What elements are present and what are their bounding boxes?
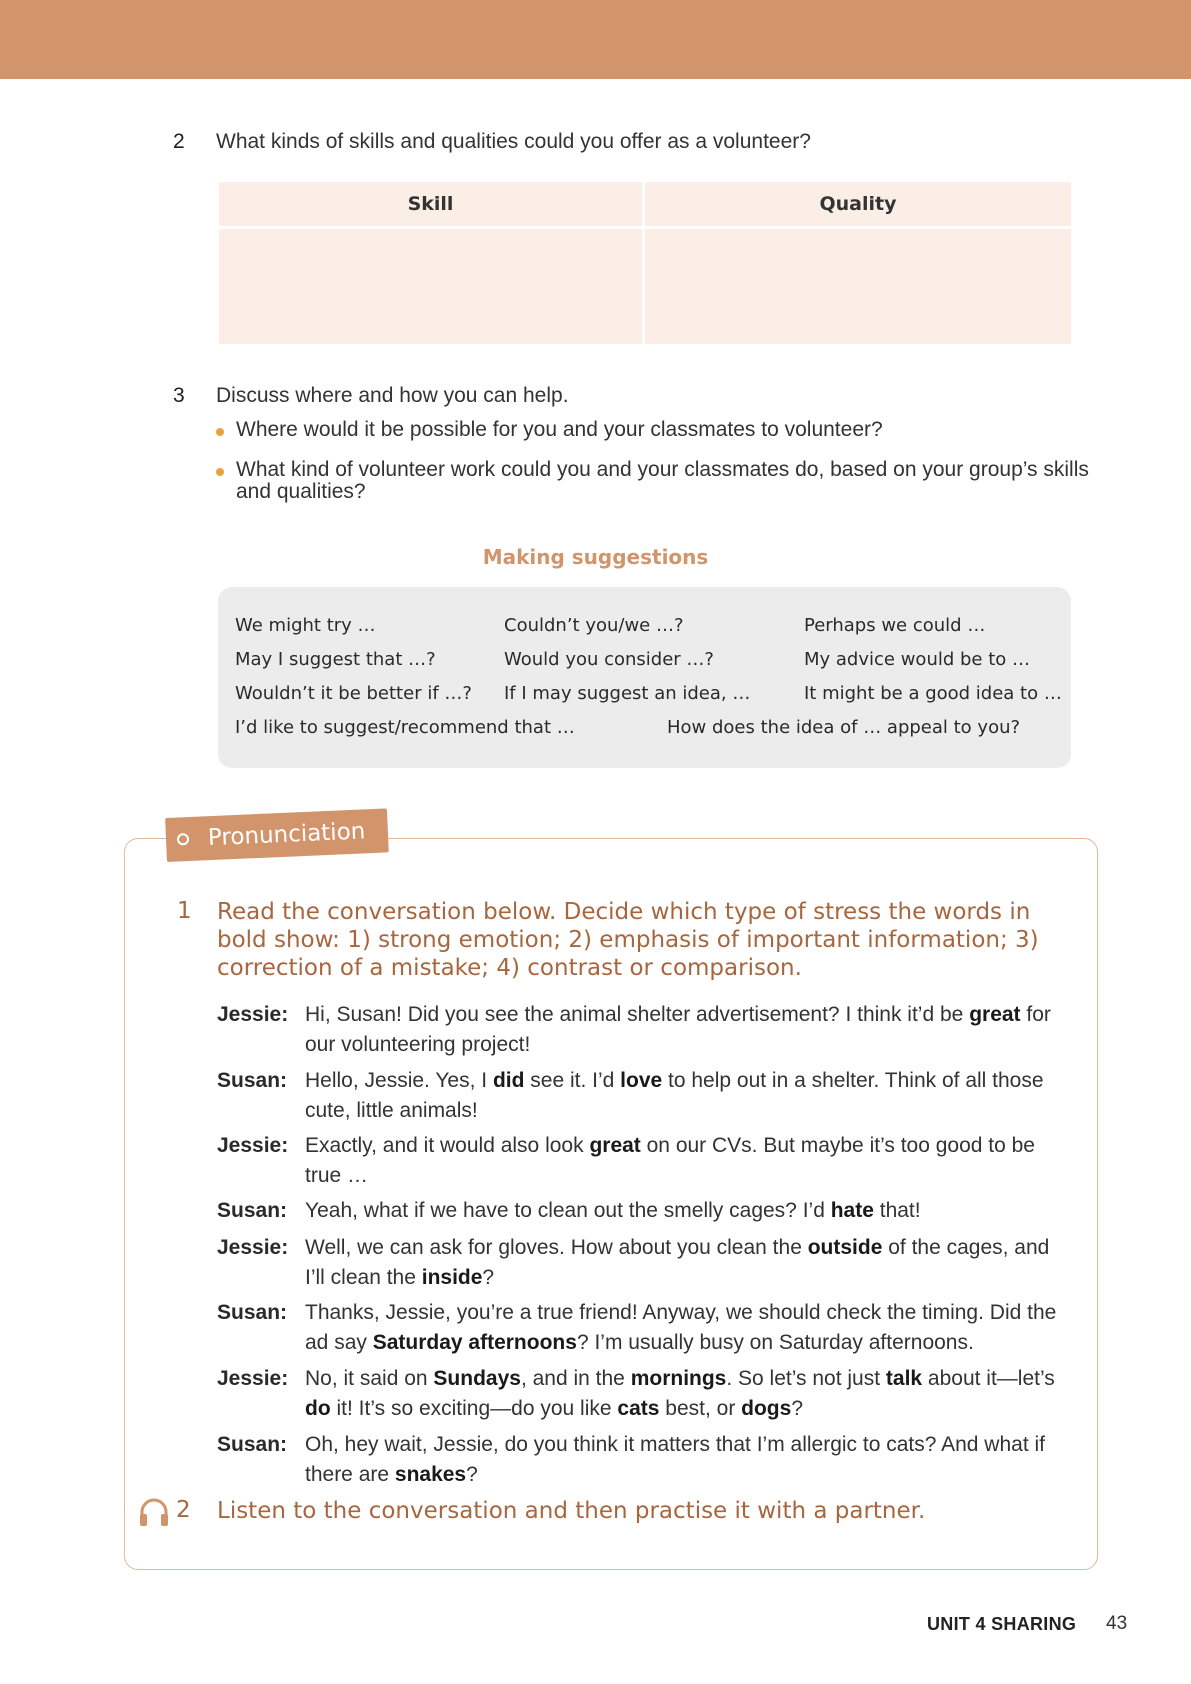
suggestions-phrase-box (218, 587, 1071, 768)
speech-text (305, 1066, 1073, 1126)
speech-fragment: Yeah, what if we have to clean out the smelly cages? I’d (305, 1199, 831, 1222)
quality-answer-cell[interactable] (645, 229, 1071, 344)
stressed-word: great (589, 1134, 641, 1157)
speech-fragment: Hi, Susan! Did you see the animal shelter advertisement? I think it’d be (305, 1003, 970, 1026)
speech-fragment: Oh, hey wait, Jessie, do you think it matters that I’m allergic to cats? And what if there are (305, 1433, 1046, 1486)
suggestion-phrase: My advice would be to … (804, 649, 1031, 670)
speech-text (305, 1430, 1073, 1490)
speaker-name: Susan: (217, 1433, 288, 1456)
stressed-word: outside (807, 1236, 883, 1259)
suggestion-phrase: We might try … (235, 615, 376, 636)
speech-fragment: Hello, Jessie. Yes, I (305, 1069, 493, 1092)
question-3-number: 3 (173, 384, 185, 407)
speech-text (305, 1196, 1073, 1226)
dialogue-line (217, 1000, 1073, 1060)
suggestion-phrase: If I may suggest an idea, … (504, 683, 751, 704)
skill-answer-cell[interactable] (219, 229, 642, 344)
speaker-name: Jessie: (217, 1236, 289, 1259)
task-1-instructions: Read the conversation below. Decide which type of stress the words in bold show: 1) strong emotion; 2) emphasis of important information; 3) correction of a mistake; 4) contrast or comparison. (217, 899, 1039, 981)
dialogue-line (217, 1364, 1073, 1424)
stressed-word: inside (421, 1266, 483, 1289)
speech-fragment: . So let’s not just (726, 1367, 886, 1390)
speech-fragment: for our volunteering project! (305, 1003, 1051, 1056)
bullet-dot-icon (216, 428, 224, 436)
question-3-text: Discuss where and how you can help. (216, 384, 569, 407)
page-number: 43 (1106, 1613, 1128, 1634)
dialogue-line (217, 1196, 1073, 1226)
suggestion-phrase: I’d like to suggest/recommend that … (235, 717, 575, 738)
speech-fragment: , and in the (520, 1367, 631, 1390)
task-1-number: 1 (177, 898, 192, 924)
dialogue-line (217, 1430, 1073, 1490)
skill-header: Skill (219, 182, 642, 226)
speaker-name: Jessie: (217, 1134, 289, 1157)
speech-text (305, 1233, 1073, 1293)
dialogue-line (217, 1233, 1073, 1293)
task-2-number: 2 (176, 1497, 191, 1523)
speech-fragment: to help out in a shelter. Think of all those cute, little animals! (305, 1069, 1044, 1122)
suggestion-phrase: Wouldn’t it be better if …? (235, 683, 472, 704)
speaker-name: Jessie: (217, 1003, 289, 1026)
dialogue-line (217, 1131, 1073, 1191)
suggestion-phrase: Perhaps we could … (804, 615, 986, 636)
task-2-instructions: Listen to the conversation and then practise it with a partner. (217, 1498, 926, 1524)
suggestion-phrase: Couldn’t you/we …? (504, 615, 684, 636)
stressed-word: love (620, 1069, 663, 1092)
stressed-word: Saturday afternoons (372, 1331, 577, 1354)
speech-fragment: ? (466, 1463, 478, 1486)
stressed-word: talk (885, 1367, 923, 1390)
question-3-bullet: Where would it be possible for you and your classmates to volunteer? (216, 419, 1094, 441)
dialogue-line (217, 1066, 1073, 1126)
speech-fragment: ? I’m usually busy on Saturday afternoons. (576, 1331, 974, 1354)
stressed-word: Sundays (433, 1367, 521, 1390)
stressed-word: great (969, 1003, 1021, 1026)
pronunciation-label: Pronunciation (207, 818, 366, 852)
circle-icon (177, 833, 190, 846)
suggestion-phrase: It might be a good idea to … (804, 683, 1062, 704)
speech-fragment: about it—let’s (922, 1367, 1055, 1390)
quality-header: Quality (645, 182, 1071, 226)
speech-text (305, 1000, 1073, 1060)
speech-fragment: that! (873, 1199, 921, 1222)
speech-fragment: best, or (659, 1397, 742, 1420)
bullet-dot-icon (216, 468, 224, 476)
stressed-word: dogs (741, 1397, 792, 1420)
speech-fragment: Exactly, and it would also look (305, 1134, 590, 1157)
question-3-bullet: What kind of volunteer work could you and your classmates do, based on your group’s skills and qualities? (216, 459, 1094, 503)
speech-text (305, 1364, 1073, 1424)
speaker-name: Susan: (217, 1069, 288, 1092)
suggestion-phrase: Would you consider …? (504, 649, 714, 670)
header-band (0, 0, 1191, 79)
skills-qualities-table (219, 182, 1071, 344)
speech-text (305, 1131, 1073, 1191)
speech-fragment: Well, we can ask for gloves. How about you clean the (305, 1236, 808, 1259)
speech-fragment: Thanks, Jessie, you’re a true friend! Anyway, we should check the timing. Did the ad say (305, 1301, 1057, 1354)
headphones-icon[interactable] (138, 1497, 170, 1527)
stressed-word: mornings (630, 1367, 727, 1390)
question-2-number: 2 (173, 130, 185, 153)
speech-fragment: No, it said on (305, 1367, 434, 1390)
stressed-word: hate (830, 1199, 874, 1222)
speech-fragment: see it. I’d (524, 1069, 621, 1092)
speaker-name: Susan: (217, 1301, 288, 1324)
stressed-word: snakes (394, 1463, 467, 1486)
stressed-word: do (305, 1397, 331, 1420)
speech-text (305, 1298, 1073, 1358)
stressed-word: cats (617, 1397, 660, 1420)
speech-fragment: ? (482, 1266, 495, 1289)
footer-unit-title: UNIT 4 SHARING (927, 1614, 1077, 1634)
dialogue-line (217, 1298, 1073, 1358)
speaker-name: Jessie: (217, 1367, 289, 1390)
making-suggestions-title: Making suggestions (482, 545, 709, 569)
speech-fragment: ? (791, 1397, 803, 1420)
speech-fragment: it! It’s so exciting—do you like (330, 1397, 618, 1420)
suggestion-phrase: How does the idea of … appeal to you? (667, 717, 1021, 738)
suggestion-phrase: May I suggest that …? (235, 649, 436, 670)
speech-fragment: on our CVs. But maybe it’s too good to be true … (305, 1134, 1035, 1187)
speech-fragment: of the cages, and I’ll clean the (305, 1236, 1050, 1289)
stressed-word: did (492, 1069, 525, 1092)
speaker-name: Susan: (217, 1199, 288, 1222)
question-2-text: What kinds of skills and qualities could you offer as a volunteer? (216, 130, 811, 153)
